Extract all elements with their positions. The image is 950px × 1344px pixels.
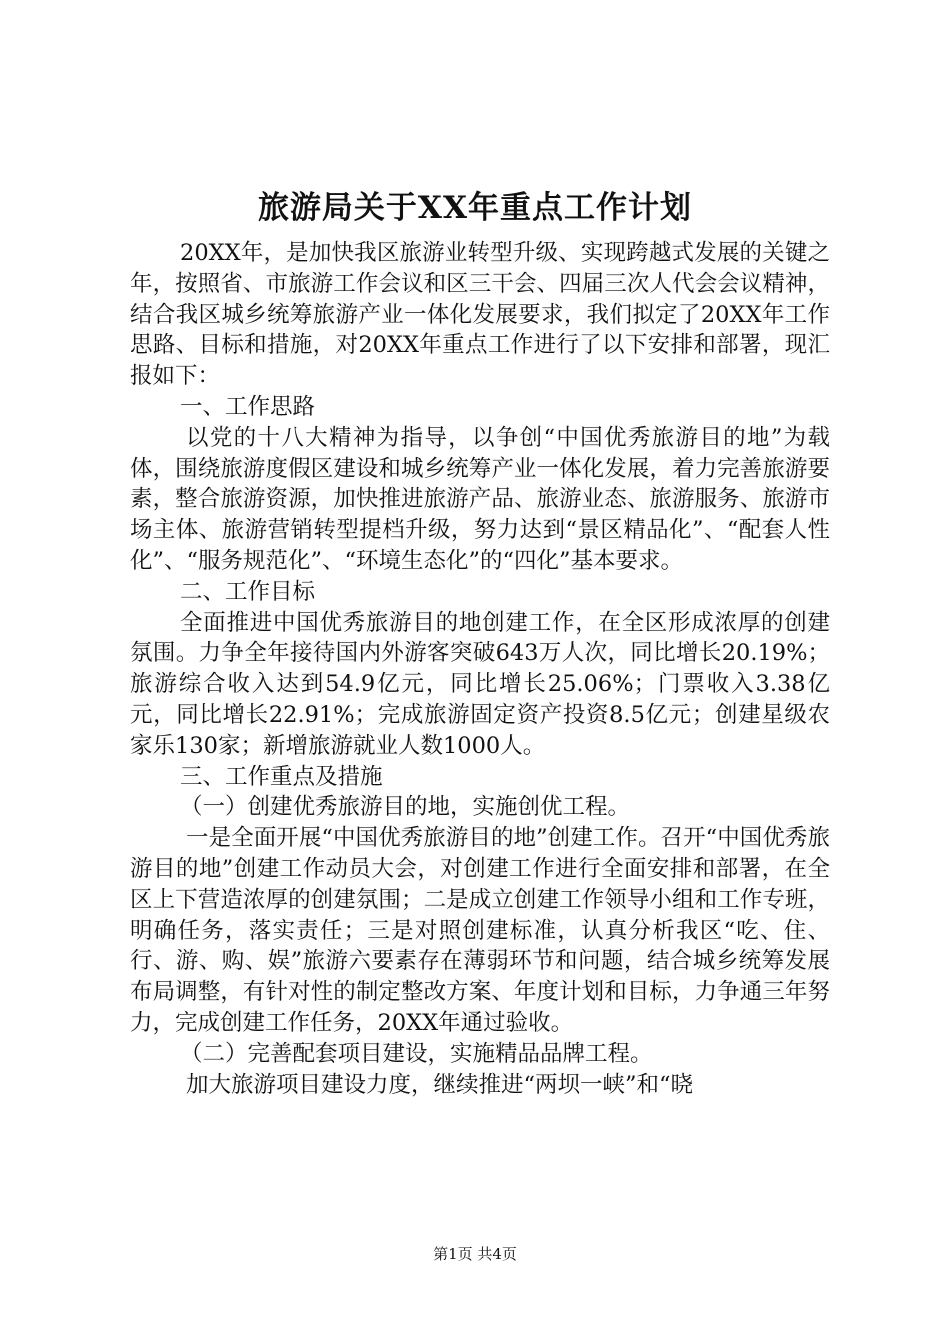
subsection-body-2: 加大旅游项目建设力度，继续推进“两坝一峡”和“晓 <box>186 1071 694 1098</box>
page-number-footer: 第1页 共4页 <box>433 1245 517 1263</box>
section-body-work-goals: 全面推进中国优秀旅游目的地创建工作，在全区形成浓厚的创建氛围。力争全年接待国内外游客突破643万人次，同比增长20.19%；旅游综合收入达到54.9亿元，同比增长25.06%；门票收入3.38亿元，同比增长22.91%；完成旅游固定资产投资8.5亿元；创建星级农家乐130家；新增旅游就业人数1000人。 <box>130 609 830 759</box>
section-heading-work-approach: 一、工作思路 <box>180 393 316 420</box>
subsection-heading-2: （二）完善配套项目建设，实施精品品牌工程。 <box>180 1040 653 1067</box>
section-body-work-approach: 以党的十八大精神为指导，以争创“中国优秀旅游目的地”为载体，围绕旅游度假区建设和城乡统筹产业一体化发展，着力完善旅游要素，整合旅游资源，加快推进旅游产品、旅游业态、旅游服务、旅游市场主体、旅游营销转型提档升级，努力达到“景区精品化”、“配套人性化”、“服务规范化”、“环境生态化”的“四化”基本要求。 <box>130 424 830 574</box>
intro-paragraph: 20XX年，是加快我区旅游业转型升级、实现跨越式发展的关键之年，按照省、市旅游工作会议和区三干会、四届三次人代会会议精神，结合我区城乡统筹旅游产业一体化发展要求，我们拟定了20XX年工作思路、目标和措施，对20XX年重点工作进行了以下安排和部署，现汇报如下： <box>130 240 830 390</box>
section-heading-work-goals: 二、工作目标 <box>180 578 316 605</box>
subsection-heading-1: （一）创建优秀旅游目的地，实施创优工程。 <box>180 794 631 821</box>
subsection-body-1: 一是全面开展“中国优秀旅游目的地”创建工作。召开“中国优秀旅游目的地”创建工作动员大会，对创建工作进行全面安排和部署，在全区上下营造浓厚的创建氛围；二是成立创建工作领导小组和工作专班，明确任务，落实责任；三是对照创建标准，认真分析我区“吃、住、行、游、购、娱”旅游六要素存在薄弱环节和问题，结合城乡统筹发展布局调整，有针对性的制定整改方案、年度计划和目标，力争通三年努力，完成创建工作任务，20XX年通过验收。 <box>130 825 830 1036</box>
document-body <box>130 238 830 1100</box>
document-title: 旅游局关于XX年重点工作计划 <box>257 190 693 226</box>
section-heading-key-measures: 三、工作重点及措施 <box>180 763 383 790</box>
